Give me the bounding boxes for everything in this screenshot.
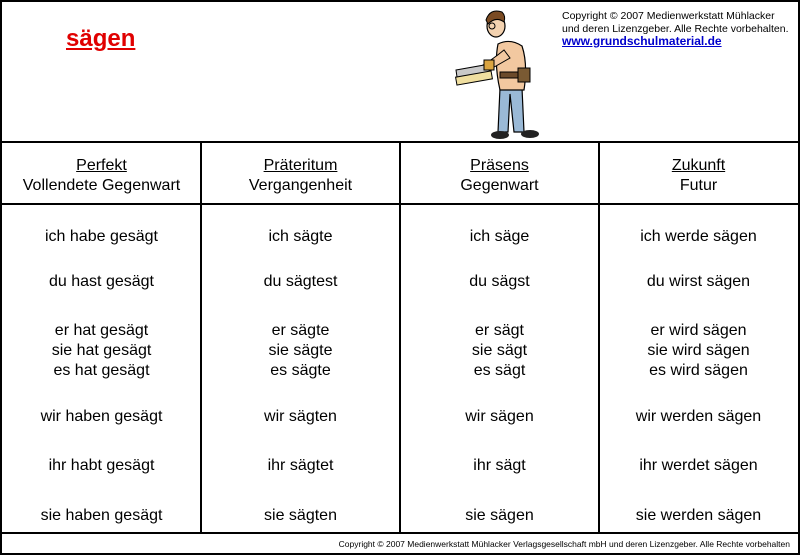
conjugation-cell: es sägte (270, 362, 331, 379)
conjugation-cell: du sägtest (263, 273, 338, 290)
conjugation-cell: er sägt (475, 322, 524, 339)
conjugation-cell: du hast gesägt (49, 273, 154, 290)
conjugation-cell: ich habe gesägt (45, 228, 158, 245)
conjugation-cell: es hat gesägt (53, 362, 150, 379)
conjugation-cell: er sägte (271, 322, 330, 339)
conjugation-cell: sie werden sägen (635, 507, 762, 524)
man-sawing-wood-illustration (448, 4, 548, 142)
conjugation-cell: wir haben gesägt (40, 408, 163, 425)
conjugation-cell: du wirst sägen (646, 273, 751, 290)
tense-subtitle: Vergangenheit (248, 177, 353, 194)
copyright-line-2: und deren Lizenzgeber. Alle Rechte vorbehalten. (562, 22, 789, 35)
tense-name: Präteritum (263, 157, 338, 174)
conjugation-cell: sie hat gesägt (51, 342, 152, 359)
conjugation-cell: sie haben gesägt (40, 507, 163, 524)
website-link[interactable]: www.grundschulmaterial.de (562, 34, 722, 48)
header-zukunft (599, 156, 798, 196)
tense-name: Zukunft (671, 157, 726, 174)
conjugation-cell: ihr sägt (473, 457, 526, 474)
conjugation-cell: wir werden sägen (635, 408, 762, 425)
conjugation-cell: wir sägen (465, 408, 534, 425)
tense-name: Präsens (470, 157, 529, 174)
tense-subtitle: Futur (679, 177, 718, 194)
tense-subtitle: Gegenwart (460, 177, 539, 194)
conjugation-cell: ihr habt gesägt (48, 457, 155, 474)
copyright-line-1: Copyright © 2007 Medienwerkstatt Mühlacker (562, 10, 775, 22)
conjugation-cell: es wird sägen (649, 362, 748, 379)
copyright-header (562, 10, 789, 48)
conjugation-cell: er hat gesägt (54, 322, 149, 339)
conjugation-cell: ihr sägtet (267, 457, 334, 474)
conjugation-cell: ich säge (469, 228, 530, 245)
conjugation-cell: wir sägten (264, 408, 337, 425)
conjugation-cell: sie sägten (264, 507, 337, 524)
conjugation-cell: ich sägte (268, 228, 333, 245)
tense-name: Perfekt (76, 157, 127, 174)
conjugation-cell: sie sägt (471, 342, 528, 359)
conjugation-cell: es sägt (473, 362, 526, 379)
conjugation-cell: er wird sägen (650, 322, 747, 339)
footer-copyright: Copyright © 2007 Medienwerkstatt Mühlacker Verlagsgesellschaft mbH und deren Lizenzgeber. Alle Rechte vorbehalten (338, 539, 790, 549)
tense-subtitle: Vollendete Gegenwart (22, 177, 181, 194)
conjugation-cell: sie sägte (268, 342, 333, 359)
conjugation-cell: sie sägen (465, 507, 534, 524)
conjugation-cell: sie wird sägen (647, 342, 750, 359)
conjugation-cell: du sägst (469, 273, 530, 290)
conjugation-cell: ihr werdet sägen (639, 457, 758, 474)
page-title: sägen (66, 25, 136, 52)
header-praesens (400, 156, 599, 196)
conjugation-cell: ich werde sägen (640, 228, 757, 245)
header-praeteritum (201, 156, 400, 196)
header-perfekt (2, 156, 201, 196)
